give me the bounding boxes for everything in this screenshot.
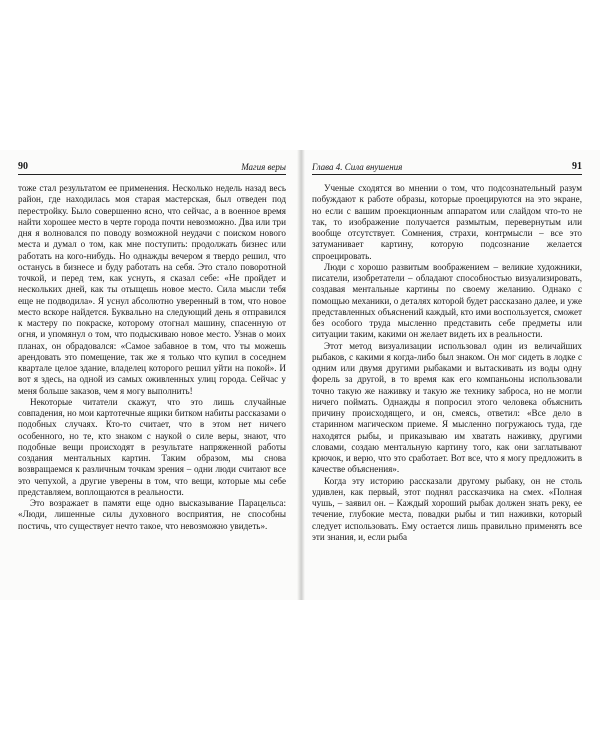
left-page-number: 90 (18, 161, 28, 172)
left-running-title: Магия веры (241, 162, 286, 172)
left-running-head (18, 160, 286, 175)
left-paragraph-2: Некоторые читатели скажут, что это лишь случайные совпадения, но мои картотечные ящики битком набиты рассказами о подобных случаях. Кто-то считает, что в этом нет ничего особенного, но те, кто знаком с наукой о силе веры, знают, что подобные вещи происходят в результате напряженной работы создания ментальных картин. Таким образом, мы снова возвращаемся к различным точкам зрения – одни люди считают все это чепухой, а другие уверены в том, что вещи, которые мы себе представляем, воплощаются в реальности. (18, 396, 286, 497)
left-page (18, 160, 286, 532)
left-paragraph-1: тоже стал результатом ее применения. Несколько недель назад весь район, где находилась моя старая мастерская, был отведен под перестройку. Было совершенно ясно, что сейчас, а в военное время найти хорошее место в черте города почти невозможно. Два или три дня я волновался по поводу возможной неудачи с поиском нового места и думал о том, как мне поступить: продолжать бизнес или работать на кого-нибудь. Но однажды вечером я твердо решил, что останусь в бизнесе и буду работать на себя. Это стало поворотной точкой, и перед тем, как уснуть, я сказал себе: «Не пройдет и нескольких дней, как ты отыщешь новое место. Сила мысли тебя еще не подводила». Я уснул абсолютно уверенный в том, что новое место вскоре найдется. Буквально на следующий день я отправился к мастеру по покраске, которому отогнал машину, спасенную от огня, и упомянул о том, что подыскиваю новое место. Узнав о моих планах, он обрадовался: «Самое забавное в том, что ты можешь арендовать это помещение, так же я только что купил в соседнем квартале целое здание, владелец которого решил уйти на покой». И вот я здесь, на одной из самых оживленных улиц города. Сейчас у меня больше заказов, чем я могу выполнить! (18, 183, 286, 396)
left-page-body (18, 183, 286, 532)
right-page-body (312, 183, 582, 543)
right-page (312, 160, 582, 543)
right-paragraph-4: Когда эту историю рассказали другому рыбаку, он не столь удивлен, как первый, этот поднял рассказчика на смех. «Полная чушь, – заявил он. – Каждый хороший рыбак должен знать реку, ее течение, глубокие места, повадки рыбы и тип наживки, который следует использовать. Ему остается лишь правильно применять все эти знания, и, если рыба (312, 475, 582, 542)
right-paragraph-2: Люди с хорошо развитым воображением – великие художники, писатели, изобретатели – обладают способностью визуализировать, создавая ментальные картины по своему желанию. Однако с помощью механики, о деталях которой будет рассказано далее, и уже представленных объяснений каждый, кто ими воспользуется, сможет без особого труда мысленно представить себе предметы или ситуации таким, какими он желает видеть их в реальности. (312, 261, 582, 340)
right-paragraph-3: Этот метод визуализации использовал один из величайших рыбаков, с какими я когда-либо был знаком. Он мог сидеть в лодке с одним или двумя другими рыбаками и вытаскивать из воды одну форель за другой, в то время как его компаньоны использовали точно такую же наживку и такую же технику заброса, но не могли ничего поймать. Однажды я попросил этого человека объяснить причину происходящего, и он, смеясь, ответил: «Все дело в старинном магическом приеме. Я мысленно погружаюсь туда, где находятся рыбы, и приказываю им хватать наживку, другими словами, создаю ментальную картину того, как они заглатывают крючок, и верю, что это сработает. Вот все, что я могу предложить в качестве объяснения». (312, 340, 582, 475)
right-paragraph-1: Ученые сходятся во мнении о том, что подсознательный разум побуждают к работе образы, которые проецируются на это экране, но если с вашим проекционным аппаратом или слайдом что-то не так, то изображение получается размытым, перевернутым или вообще отсутствует. Сомнения, страхи, контрмысли – все это затуманивает картину, которую подсознание желается спроецировать. (312, 183, 582, 261)
right-running-title: Глава 4. Сила внушения (312, 162, 403, 172)
left-paragraph-3: Это возражает в памяти еще одно высказывание Парацельса: «Люди, лишенные силы духовного восприятия, не способны постичь, что существует нечто такое, что невозможно увидеть». (18, 498, 286, 531)
right-running-head (312, 160, 582, 175)
right-page-number: 91 (572, 161, 582, 172)
book-gutter (297, 150, 305, 600)
